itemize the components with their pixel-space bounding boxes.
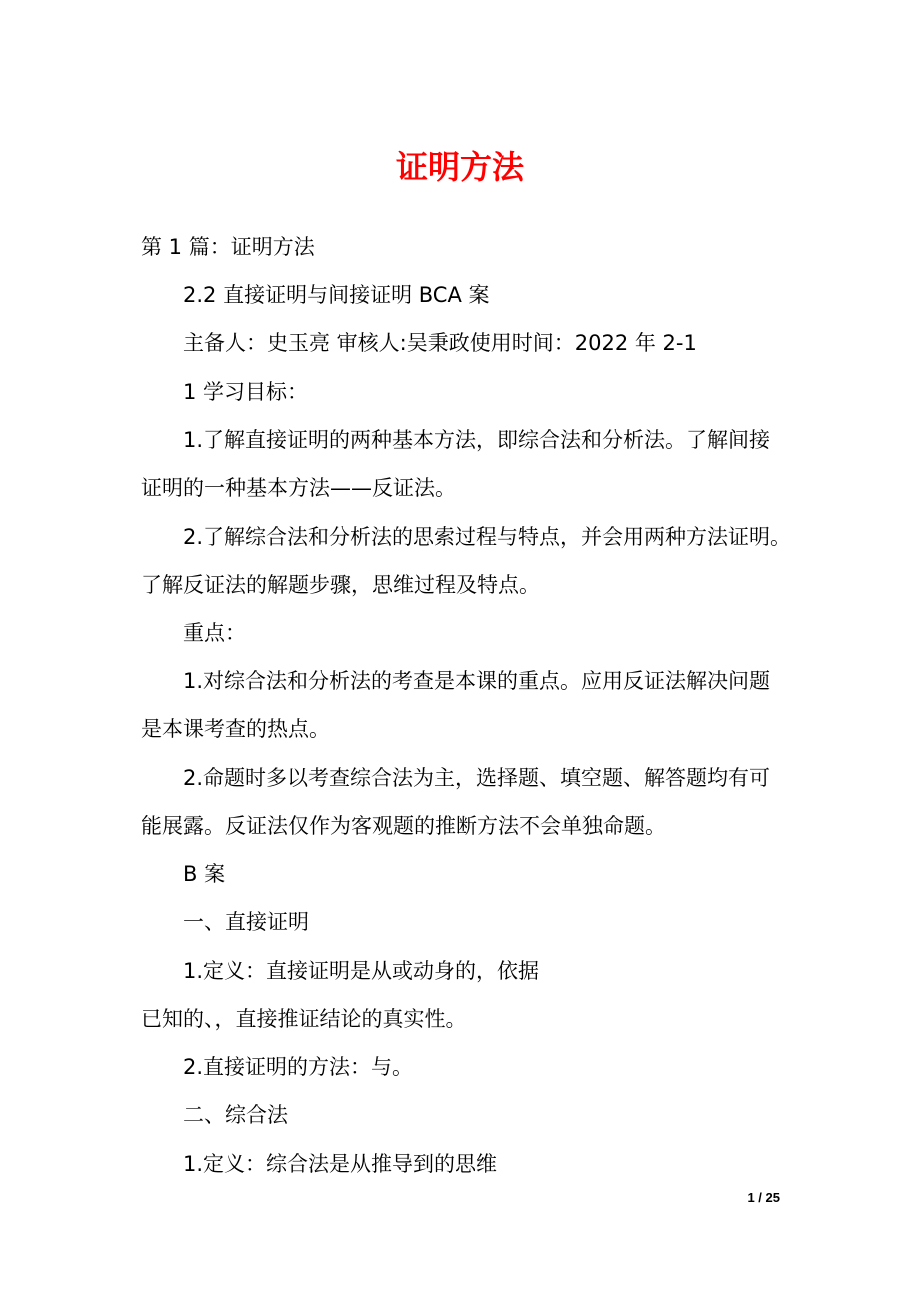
text-segment: 。	[392, 1055, 414, 1079]
text-segment: 或	[392, 959, 414, 983]
section-heading: 二、综合法	[183, 1103, 288, 1127]
paragraph: 2.2 直接证明与间接证明 BCA 案	[183, 283, 490, 307]
paragraph: 是本课考查的热点。	[141, 717, 330, 741]
document-title: 证明方法	[395, 148, 524, 186]
paragraph: 重点：	[183, 621, 246, 645]
section-heading: 第 1 篇：证明方法	[141, 235, 315, 259]
paragraph: 2.命题时多以考查综合法为主，选择题、填空题、解答题均有可	[183, 766, 771, 790]
fill-in-line	[0, 1146, 920, 1182]
text-segment: 2.直接证明的方法：	[183, 1055, 372, 1079]
fill-in-line	[0, 1001, 920, 1037]
paragraph: 1 学习目标：	[183, 380, 309, 404]
text-segment: 的思维	[434, 1152, 498, 1176]
fill-in-line	[0, 953, 920, 989]
text-segment: 已知的	[141, 1007, 204, 1031]
fill-in-line	[0, 1049, 920, 1085]
text-segment: 1.定义：综合法是从	[183, 1152, 372, 1176]
section-heading: 一、直接证明	[183, 910, 309, 934]
text-segment: 1.定义：直接证明是从	[183, 959, 393, 983]
paragraph: 主备人：史玉亮 审核人:吴秉政使用时间：2022 年 2-1	[183, 331, 697, 355]
text-segment: 动身的，依据	[413, 959, 540, 983]
page-number: 1 / 25	[747, 1190, 780, 1205]
text-segment: 与	[371, 1055, 393, 1079]
paragraph: B 案	[183, 862, 226, 886]
paragraph: 1.对综合法和分析法的考查是本课的重点。应用反证法解决问题	[183, 669, 771, 693]
text-segment: 推导到	[371, 1152, 435, 1176]
text-segment: 、	[204, 1007, 215, 1031]
text-segment: ，直接推证结论的真实性。	[214, 1007, 467, 1031]
paragraph: 2.了解综合法和分析法的思索过程与特点，并会用两种方法证明。	[183, 525, 792, 549]
paragraph: 证明的一种基本方法——反证法。	[141, 476, 456, 500]
paragraph: 能展露。反证法仅作为客观题的推断方法不会单独命题。	[141, 814, 666, 838]
paragraph: 了解反证法的解题步骤，思维过程及特点。	[141, 573, 540, 597]
paragraph: 1.了解直接证明的两种基本方法，即综合法和分析法。了解间接	[183, 428, 771, 452]
